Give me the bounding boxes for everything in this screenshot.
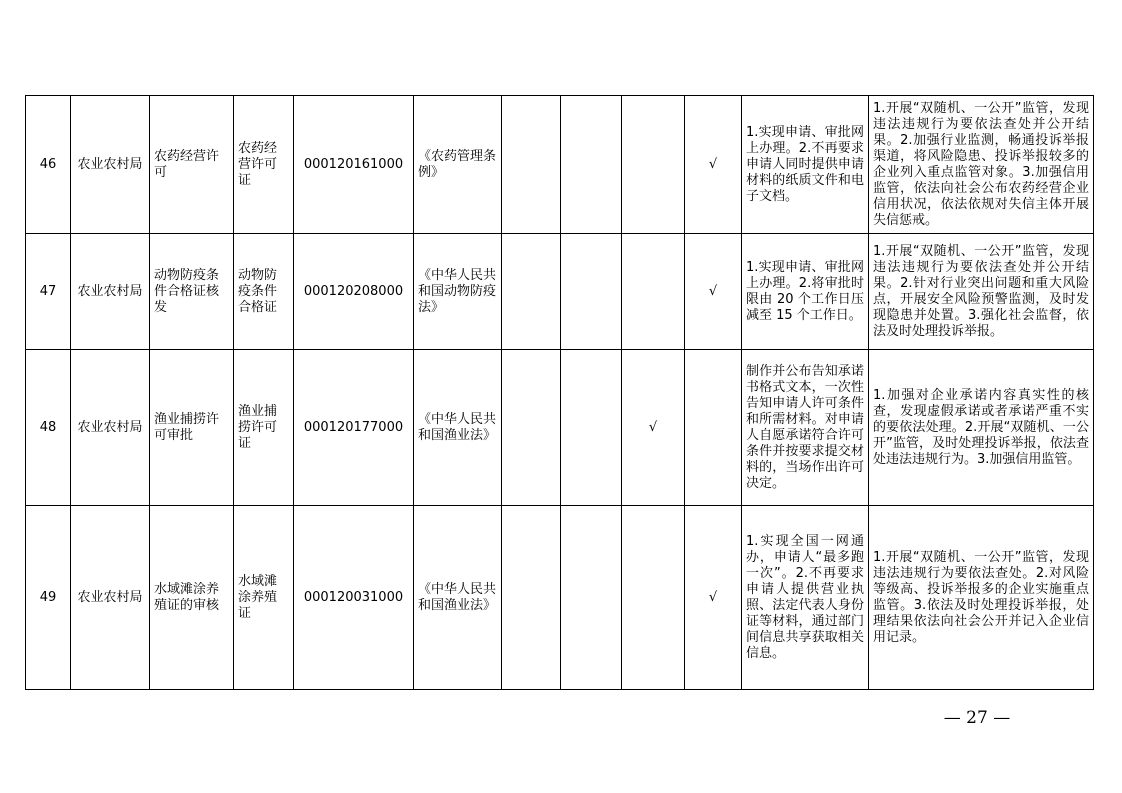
check-cell <box>502 506 561 690</box>
department-cell: 农业农村局 <box>71 96 150 234</box>
certificate-cell: 农药经营许可证 <box>234 96 294 234</box>
check-cell <box>685 350 742 506</box>
row-number: 46 <box>26 96 71 234</box>
check-cell <box>622 506 685 690</box>
supervision-measures-cell: 1.开展“双随机、一公开”监管，发现违法违规行为要依法查处并公开结果。2.加强行业监测，畅通投诉举报渠道，将风险隐患、投诉举报较多的企业列入重点监管对象。3.加强信用监管，依法向社会公布农药经营企业信用状况，依法依规对失信主体开展失信惩戒。 <box>869 96 1094 234</box>
row-number: 49 <box>26 506 71 690</box>
table-row <box>26 350 1094 506</box>
row-number: 48 <box>26 350 71 506</box>
legal-basis-cell: 《中华人民共和国渔业法》 <box>414 506 502 690</box>
check-cell <box>502 350 561 506</box>
department-cell: 农业农村局 <box>71 350 150 506</box>
item-code-cell: 000120177000 <box>294 350 414 506</box>
reform-measures-cell: 1.实现全国一网通办，申请人“最多跑一次”。2.不再要求申请人提供营业执照、法定代表人身份证等材料，通过部门间信息共享获取相关信息。 <box>742 506 869 690</box>
check-cell: √ <box>685 234 742 350</box>
supervision-measures-cell: 1.开展“双随机、一公开”监管，发现违法违规行为要依法查处。2.对风险等级高、投诉举报多的企业实施重点监管。3.依法及时处理投诉举报，处理结果依法向社会公开并记入企业信用记录。 <box>869 506 1094 690</box>
item-name-cell: 渔业捕捞许可审批 <box>150 350 234 506</box>
certificate-cell: 水域滩涂养殖证 <box>234 506 294 690</box>
reform-measures-cell: 1.实现申请、审批网上办理。2.将审批时限由 20 个工作日压减至 15 个工作日。 <box>742 234 869 350</box>
legal-basis-cell: 《中华人民共和国动物防疫法》 <box>414 234 502 350</box>
check-cell: √ <box>622 350 685 506</box>
item-name-cell: 水域滩涂养殖证的审核 <box>150 506 234 690</box>
policy-table <box>25 95 1094 690</box>
check-cell: √ <box>685 506 742 690</box>
row-number: 47 <box>26 234 71 350</box>
check-cell <box>622 234 685 350</box>
check-cell <box>502 234 561 350</box>
check-cell <box>561 350 622 506</box>
check-cell: √ <box>685 96 742 234</box>
item-name-cell: 动物防疫条件合格证核发 <box>150 234 234 350</box>
check-cell <box>622 96 685 234</box>
check-cell <box>502 96 561 234</box>
check-cell <box>561 96 622 234</box>
check-cell <box>561 506 622 690</box>
legal-basis-cell: 《农药管理条例》 <box>414 96 502 234</box>
table-row <box>26 234 1094 350</box>
certificate-cell: 动物防疫条件合格证 <box>234 234 294 350</box>
item-name-cell: 农药经营许可 <box>150 96 234 234</box>
supervision-measures-cell: 1.开展“双随机、一公开”监管，发现违法违规行为要依法查处并公开结果。2.针对行业突出问题和重大风险点，开展安全风险预警监测，及时发现隐患并处置。3.强化社会监督，依法及时处理投诉举报。 <box>869 234 1094 350</box>
certificate-cell: 渔业捕捞许可证 <box>234 350 294 506</box>
item-code-cell: 000120031000 <box>294 506 414 690</box>
supervision-measures-cell: 1.加强对企业承诺内容真实性的核查，发现虚假承诺或者承诺严重不实的要依法处理。2.开展“双随机、一公开”监管，及时处理投诉举报，依法查处违法违规行为。3.加强信用监管。 <box>869 350 1094 506</box>
reform-measures-cell: 1.实现申请、审批网上办理。2.不再要求申请人同时提供申请材料的纸质文件和电子文档。 <box>742 96 869 234</box>
table-row <box>26 96 1094 234</box>
reform-measures-cell: 制作并公布告知承诺书格式文本，一次性告知申请人许可条件和所需材料。对申请人自愿承诺符合许可条件并按要求提交材料的，当场作出许可决定。 <box>742 350 869 506</box>
item-code-cell: 000120161000 <box>294 96 414 234</box>
legal-basis-cell: 《中华人民共和国渔业法》 <box>414 350 502 506</box>
department-cell: 农业农村局 <box>71 506 150 690</box>
check-cell <box>561 234 622 350</box>
item-code-cell: 000120208000 <box>294 234 414 350</box>
department-cell: 农业农村局 <box>71 234 150 350</box>
table-row <box>26 506 1094 690</box>
page-number: — 27 — <box>943 708 1011 728</box>
